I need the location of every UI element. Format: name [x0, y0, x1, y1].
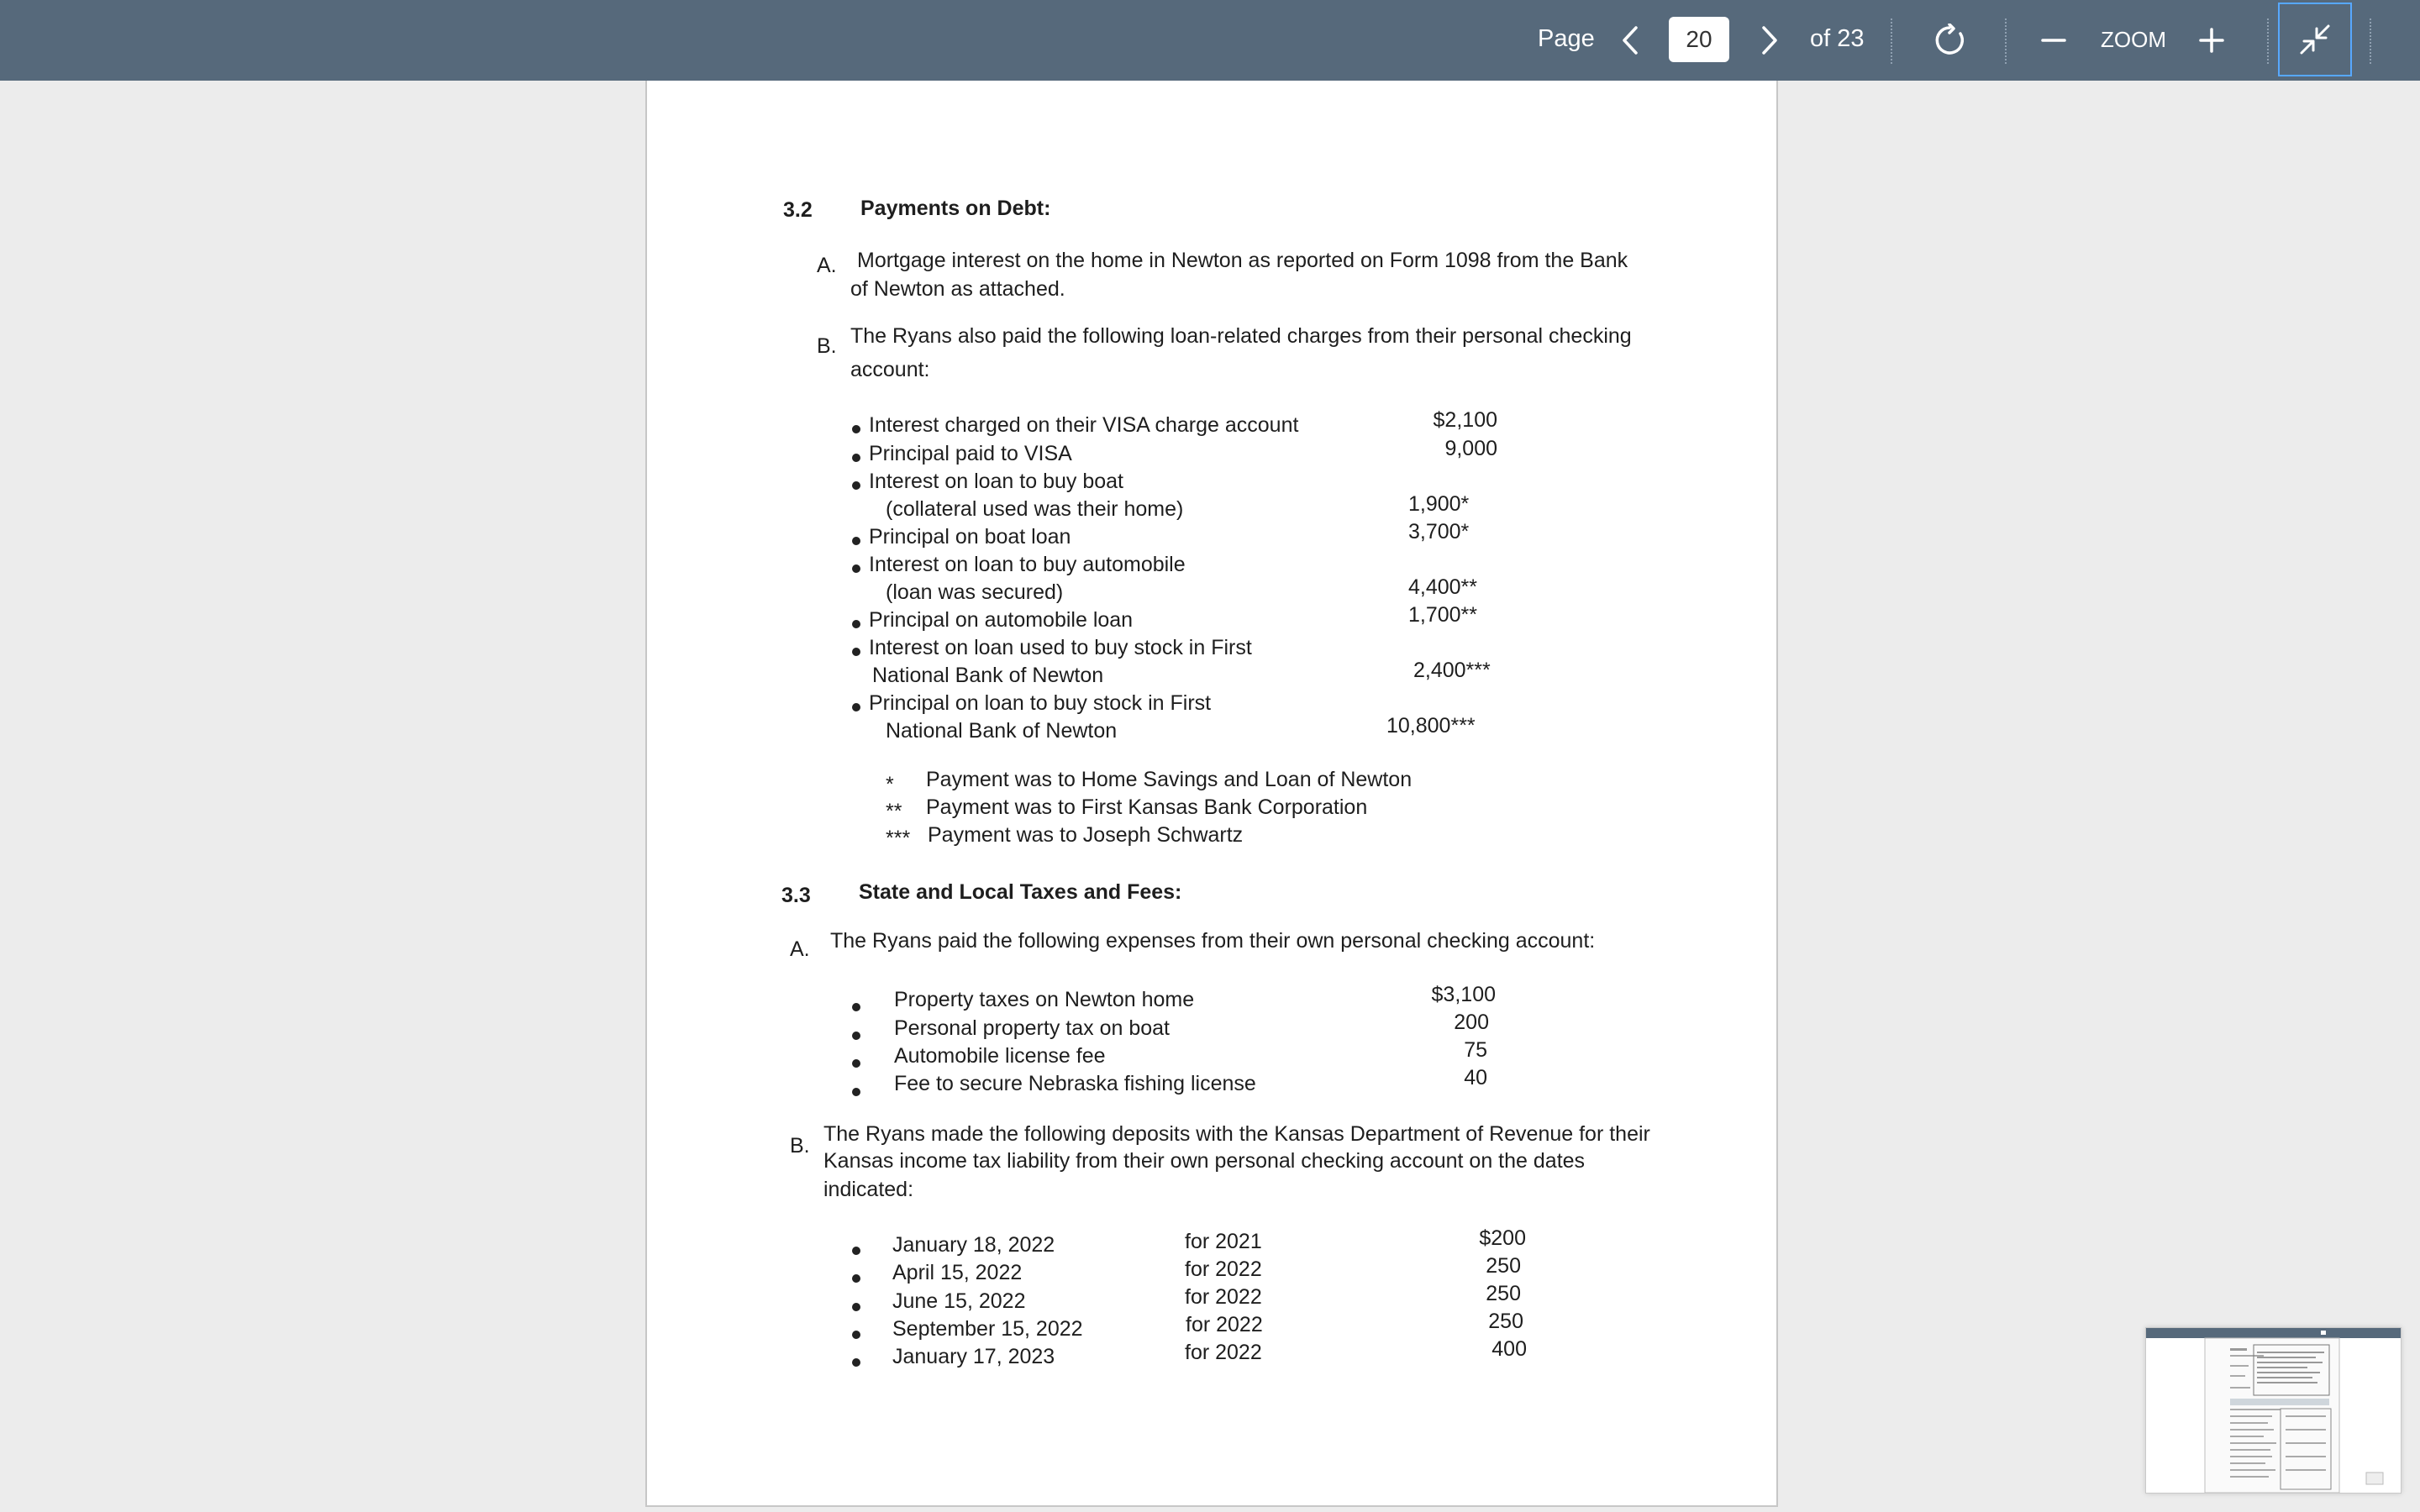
bullet — [852, 1331, 860, 1339]
paragraph-line: of Newton as attached. — [850, 277, 1065, 301]
amount: 250 — [1486, 1254, 1521, 1278]
list-item-label: Personal property tax on boat — [894, 1016, 1170, 1040]
deposit-date: April 15, 2022 — [892, 1261, 1023, 1284]
page-label: Page — [1538, 25, 1595, 52]
footnote-text: Payment was to Home Savings and Loan of Newton — [926, 768, 1413, 791]
deposit-date: January 17, 2023 — [892, 1345, 1055, 1368]
zoom-in-button[interactable] — [2195, 22, 2228, 59]
thumbnail-preview — [2146, 1328, 2401, 1493]
amount: $200 — [1479, 1226, 1526, 1250]
collapse-icon — [2298, 23, 2332, 56]
deposit-date: June 15, 2022 — [892, 1289, 1026, 1313]
total-pages-label: of 23 — [1810, 25, 1865, 52]
paragraph-line: The Ryans also paid the following loan-related charges from their personal checking — [850, 324, 1632, 348]
exit-fullscreen-button[interactable] — [2278, 3, 2352, 76]
paragraph-line: The Ryans made the following deposits with the Kansas Department of Revenue for their — [823, 1122, 1650, 1146]
bullet — [852, 564, 860, 573]
deposit-date: September 15, 2022 — [892, 1317, 1083, 1341]
list-item-label: Principal paid to VISA — [869, 442, 1072, 465]
item-letter: A. — [817, 254, 837, 277]
amount: 40 — [1464, 1066, 1487, 1089]
toolbar-divider — [2370, 18, 2371, 64]
item-letter: B. — [790, 1134, 810, 1158]
deposit-year: for 2022 — [1185, 1285, 1262, 1309]
chevron-left-icon — [1621, 25, 1639, 55]
next-page-button[interactable] — [1753, 22, 1786, 59]
amount: 250 — [1486, 1282, 1521, 1305]
list-item-label: Principal on loan to buy stock in First — [869, 691, 1212, 715]
amount: 2,400*** — [1413, 659, 1491, 682]
paragraph-line: indicated: — [823, 1178, 914, 1201]
footnote-mark: * — [886, 773, 894, 796]
amount: $3,100 — [1431, 983, 1496, 1006]
bullet — [852, 454, 860, 462]
list-item-label: Property taxes on Newton home — [894, 988, 1195, 1011]
amount: 1,700** — [1408, 603, 1478, 627]
bullet — [852, 481, 860, 490]
list-item-label: Interest on loan to buy automobile — [869, 553, 1186, 576]
paragraph-line: account: — [850, 358, 930, 381]
bullet — [852, 1274, 860, 1283]
bullet — [852, 1059, 860, 1068]
prev-page-button[interactable] — [1613, 22, 1647, 59]
bullet — [852, 1032, 860, 1040]
bullet — [852, 1003, 860, 1011]
list-item-label: Interest on loan to buy boat — [869, 470, 1123, 493]
section-title: Payments on Debt: — [860, 197, 1051, 220]
bullet — [852, 1303, 860, 1311]
paragraph-line: The Ryans paid the following expenses from their own personal checking account: — [830, 929, 1596, 953]
list-item-label: Automobile license fee — [894, 1044, 1106, 1068]
paragraph-line: Mortgage interest on the home in Newton as reported on Form 1098 from the Bank — [857, 249, 1628, 272]
amount: 4,400** — [1408, 575, 1478, 599]
page-thumbnail-navigator[interactable] — [2145, 1327, 2402, 1494]
item-letter: A. — [790, 937, 810, 961]
footnote-text: Payment was to First Kansas Bank Corporation — [926, 795, 1368, 819]
bullet — [852, 648, 860, 656]
list-item-label: Interest on loan used to buy stock in First — [869, 636, 1252, 659]
deposit-year: for 2022 — [1186, 1313, 1263, 1336]
viewer-toolbar — [0, 0, 2420, 81]
toolbar-divider — [2005, 18, 2007, 64]
footnote-text: Payment was to Joseph Schwartz — [928, 823, 1244, 847]
amount: 1,900* — [1408, 492, 1470, 516]
list-item-label: Principal on boat loan — [869, 525, 1071, 549]
bullet — [852, 537, 860, 545]
deposit-date: January 18, 2022 — [892, 1233, 1055, 1257]
page-number-input[interactable] — [1669, 17, 1729, 62]
list-item-label-cont: (loan was secured) — [886, 580, 1064, 604]
section-number: 3.2 — [783, 198, 813, 222]
amount: 75 — [1464, 1038, 1487, 1062]
list-item-label-cont: (collateral used was their home) — [886, 497, 1184, 521]
footnote-mark: ** — [886, 800, 902, 823]
bullet — [852, 620, 860, 628]
amount: 200 — [1454, 1011, 1489, 1034]
zoom-label: ZOOM — [2101, 27, 2166, 52]
item-letter: B. — [817, 334, 837, 358]
deposit-year: for 2022 — [1185, 1257, 1262, 1281]
toolbar-divider — [2267, 18, 2269, 64]
list-item-label: Interest charged on their VISA charge account — [869, 413, 1299, 437]
list-item-label: Fee to secure Nebraska fishing license — [894, 1072, 1256, 1095]
footnote-mark: *** — [886, 827, 911, 850]
amount: 9,000 — [1444, 437, 1497, 460]
list-item-label-cont: National Bank of Newton — [872, 664, 1104, 687]
chevron-right-icon — [1760, 25, 1779, 55]
deposit-year: for 2022 — [1185, 1341, 1262, 1364]
plus-icon — [2198, 27, 2225, 54]
amount: 3,700* — [1408, 520, 1470, 543]
bullet — [852, 425, 860, 433]
rotate-icon — [1933, 24, 1966, 57]
amount: $2,100 — [1433, 408, 1497, 432]
deposit-year: for 2021 — [1185, 1230, 1262, 1253]
bullet — [852, 1088, 860, 1096]
bullet — [852, 703, 860, 711]
section-number: 3.3 — [781, 884, 811, 907]
paragraph-line: Kansas income tax liability from their own personal checking account on the dates — [823, 1149, 1586, 1173]
section-title: State and Local Taxes and Fees: — [859, 880, 1182, 904]
list-item-label-cont: National Bank of Newton — [886, 719, 1118, 743]
list-item-label: Principal on automobile loan — [869, 608, 1134, 632]
amount: 250 — [1488, 1310, 1523, 1333]
amount: 400 — [1491, 1337, 1527, 1361]
amount: 10,800*** — [1386, 714, 1476, 738]
zoom-out-button[interactable] — [2037, 22, 2070, 59]
bullet — [852, 1247, 860, 1255]
toolbar-divider — [1891, 18, 1892, 64]
document-page — [645, 81, 1778, 1507]
bullet — [852, 1358, 860, 1367]
rotate-button[interactable] — [1929, 20, 1970, 60]
minus-icon — [2041, 28, 2066, 53]
